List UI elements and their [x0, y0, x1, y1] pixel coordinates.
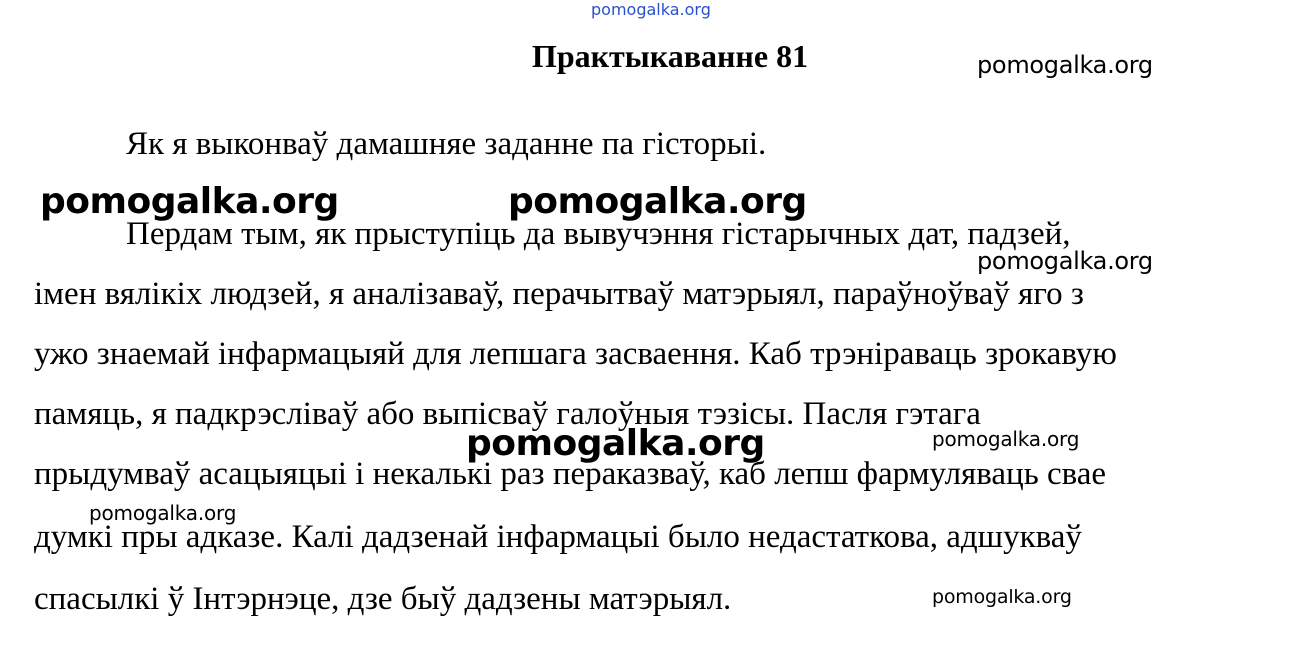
watermark: pomogalka.org: [508, 181, 807, 222]
text-line-6: прыдумваў асацыяцыі і некалькі раз пераказваў, каб лепш фармуляваць свае: [34, 456, 1107, 492]
text-line-4: ужо знаемай інфармацыяй для лепшага засваення. Каб трэніраваць зрокавую: [34, 336, 1117, 372]
text-line-1: Як я выконваў дамашняе заданне па гісторыі.: [126, 126, 767, 162]
watermark: pomogalka.org: [466, 423, 765, 464]
watermark: pomogalka.org: [932, 427, 1080, 451]
text-line-8: спасылкі ў Інтэрнэце, дзе быў дадзены матэрыял.: [34, 581, 732, 617]
text-line-3: імен вялікіх людзей, я аналізаваў, перачытваў матэрыял, параўноўваў яго з: [34, 276, 1084, 312]
text-line-7: думкі пры адказе. Калі дадзенай інфармацыі было недастаткова, адшукваў: [34, 519, 1082, 555]
watermark: pomogalka.org: [977, 51, 1153, 79]
page-title: Практыкаванне 81: [531, 38, 809, 74]
watermark: pomogalka.org: [40, 181, 339, 222]
watermark: pomogalka.org: [932, 586, 1072, 608]
watermark-top: pomogalka.org: [591, 0, 711, 19]
text-line-2: Пердам тым, як прыступіць да вывучэння гістарычных дат, падзей,: [126, 216, 1071, 252]
watermark: pomogalka.org: [89, 501, 237, 525]
text-line-5: памяць, я падкрэсліваў або выпісваў галоўныя тэзісы. Пасля гэтага: [34, 396, 981, 432]
watermark: pomogalka.org: [977, 247, 1153, 275]
